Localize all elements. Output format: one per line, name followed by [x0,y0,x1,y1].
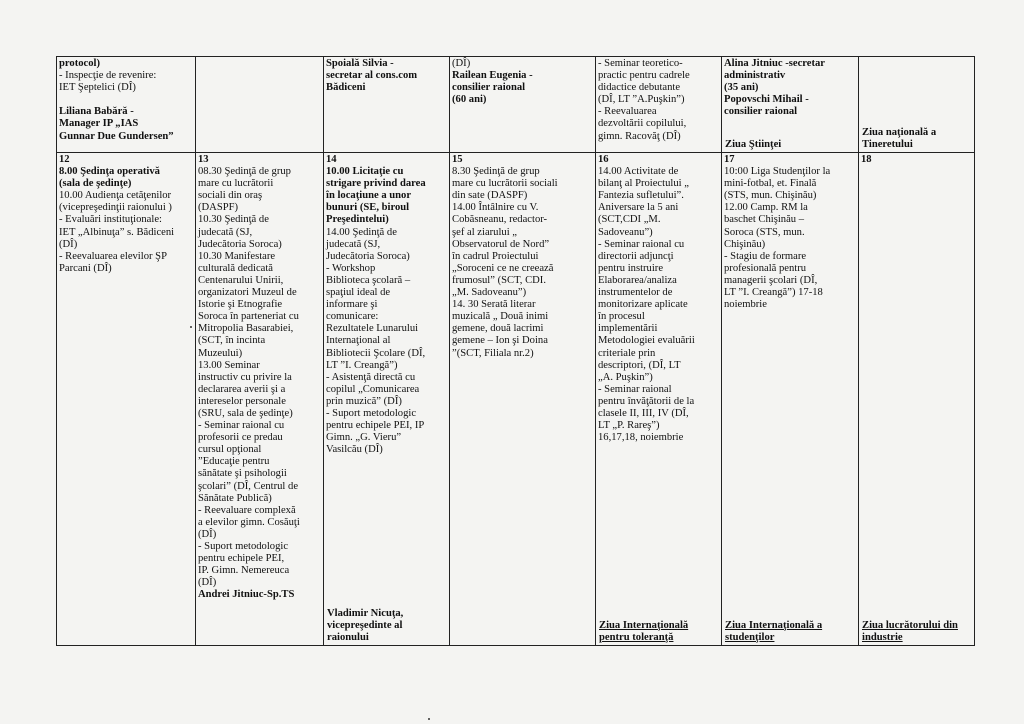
schedule-sheet [56,56,975,646]
cell-text-line: prin muzică” (DÎ) [326,395,402,407]
cell-text-line: Centenarului Unirii, [198,274,284,286]
cell-text-line: profesională pentru [724,262,807,274]
commemoration-label: Ziua Internaţională pentru toleranţă [599,619,689,643]
cell-text-line: Judecătoria Soroca) [198,238,282,250]
cell-text-line: noiembrie [724,299,767,311]
cell-text-line: copilul „Comunicarea [326,383,420,395]
commemoration-label: Ziua naţională a Tineretului [862,126,937,150]
cell-text-line: (DÎ) [59,238,78,250]
cell-text-line: Gimn. „G. Vieru” [326,432,402,444]
cell-text-line: „A. Puşkin”) [598,371,653,383]
cell-text-line: - Evaluări instituţionale: [59,214,162,226]
cell-text-line: Chişinău) [724,238,766,250]
cell-text-line: ”(SCT, Filiala nr.2) [452,347,534,359]
cell-text-line: mare cu lucrătorii [198,178,274,190]
cell-text-line: Aniversare la 5 ani [598,202,679,214]
cell-text-line: muzicală „ Două inimi [452,311,549,323]
cell-text-line: intereselor personale [198,395,286,407]
cell-text-line: - Reevaluarea elevilor ŞP [59,250,167,262]
cell-text-line: protocol) [59,58,100,69]
cell-day-16 [596,153,722,646]
cell-text-line: „M. Sadoveanu”) [452,287,527,299]
cell-text-line: - Stagiu de formare [724,250,807,262]
cell-text-line: IET „Albinuţa” s. Bădiceni [59,226,175,238]
cell-text-line: secretar al cons.com [326,70,418,82]
cell-col-4-top [450,57,596,153]
cell-text-line: - Reevaluarea [598,106,657,118]
cell-text-line: „Soroceni ce ne creează [452,262,554,274]
cell-text-line: baschet Chişinău – [724,214,805,226]
cell-col-1-top [57,57,196,153]
cell-text-line: mini-fotbal, et. Finală [724,178,817,190]
cell-text-line: IET Şeptelici (DÎ) [59,82,136,94]
cell-text-line: pentru învăţătorii de la [598,395,695,407]
cell-text-line: sociali din oraş [198,190,263,202]
cell-col-5-top [596,57,722,153]
cell-text-line: Rezultatele Lunarului [326,323,419,335]
cell-text-line: - Reevaluare complexă [198,504,296,516]
day-number: 14 [326,154,337,165]
cell-text-line: dezvoltării copilului, [598,118,687,130]
responsible-person: Vladimir Nicuţa, vicepreşedinte al raionului [327,607,404,643]
cell-text-line: Istorie şi Etnografie [198,299,283,311]
cell-text-line: bunuri (SE, biroul [326,202,410,214]
scan-speck [190,326,192,328]
cell-text-line: din sate (DASPF) [452,190,528,202]
cell-text-line: - Inspecţie de revenire: [59,70,157,82]
cell-text-line: criteriale prin [598,347,656,359]
day-number: 13 [198,154,209,165]
cell-text-line: organizatori Muzeul de [198,287,297,299]
cell-text-line: 16,17,18, noiembrie [598,432,684,444]
cell-text-line: (SCT,CDI „M. [598,214,661,226]
day-number: 16 [598,154,609,165]
cell-text-line: managerii şcolari (DÎ, [724,274,818,286]
cell-text-line: 14.00 Întâlnire cu V. [452,202,539,214]
cell-col-2-top [196,57,324,153]
cell-text-line: - Seminar raional cu [598,238,685,250]
cell-text-line: Mitropolia Basarabiei, [198,323,294,335]
cell-text-line: (sala de şedinţe) [59,178,132,190]
cell-text-line: comunicare: [326,311,379,323]
cell-text-line: Preşedintelui) [326,214,389,226]
cell-day-13 [196,153,324,646]
cell-text-line: Sănătate Publică) [198,492,272,504]
cell-text-line: cursul opţional [198,444,262,456]
cell-day-14 [324,153,450,646]
cell-text-line: Muzeului) [198,347,243,359]
cell-text-line: Manager IP „IAS [59,118,139,130]
cell-text-line: în procesul [598,311,645,323]
cell-text-line: - Suport metodologic [326,407,417,419]
cell-text-line: Andrei Jitniuc-Sp.TS [198,589,295,601]
cell-text-line: (vicepreşedinţii raionului ) [59,202,172,214]
cell-text-line: (DÎ) [452,58,471,69]
cell-text-line: LT ”I. Creangă”) 17-18 [724,287,823,299]
cell-text-line: Liliana Babără - [59,106,134,118]
cell-col-7-top [859,57,975,153]
cell-text-line: 12.00 Camp. RM la [724,202,808,214]
cell-text-line: sănătate şi psihologii [198,468,287,480]
cell-text-line: consilier raional [724,106,798,118]
commemoration-label: Ziua Internaţională a studenţilor [725,619,823,643]
cell-text-line: pentru echipele PEI, [198,553,285,565]
week-row [57,153,975,646]
cell-text-line: descriptori, (DÎ, LT [598,359,681,371]
cell-text-line: (DÎ, LT ”A.Puşkin”) [598,94,685,106]
cell-text-line: (DÎ) [198,528,217,540]
cell-text-line: Vasilcău (DÎ) [326,444,383,456]
cell-text-line: directorii adjuncţi [598,250,674,262]
cell-text-line: LT ”I. Creangă”) [326,359,398,371]
cell-text-line: informare şi [326,299,378,311]
cell-text-line: 10:00 Liga Studenţilor la [724,166,831,178]
cell-text-line: şcolari” (DÎ, Centrul de [198,480,299,492]
cell-text-line: - Asistenţă directă cu [326,371,416,383]
cell-text-line: (DASPF) [198,202,239,214]
cell-text-line: 10.30 Manifestare [198,250,276,262]
cell-day-12 [57,153,196,646]
cell-text-line: Parcani (DÎ) [59,262,112,274]
cell-text-line: (DÎ) [198,577,217,589]
cell-text-line: Popovschi Mihail - [724,94,809,106]
commemoration-label: Ziua Ştiinţei [725,138,782,150]
weekly-schedule-table [56,56,975,646]
cell-day-15 [450,153,596,646]
cell-text-line: 10.00 Audienţa cetăţenilor [59,190,172,202]
cell-day-18 [859,153,975,646]
cell-text-line: clasele II, III, IV (DÎ, [598,407,689,419]
cell-text-line: (35 ani) [724,82,759,94]
cell-text-line: pentru instruire [598,262,664,274]
cell-text-line: (STS, mun. Chişinău) [724,190,817,202]
cell-text-line: monitorizare aplicate [598,299,688,311]
cell-day-17 [722,153,859,646]
cell-text-line: pentru echipele PEI, IP [326,420,425,432]
cell-text-line: instrumentelor de [598,287,673,299]
cell-text-line: a elevilor gimn. Cosăuţi [198,516,300,528]
cell-text-line: Biblioteca şcolară – [326,274,411,286]
cell-col-3-top [324,57,450,153]
cell-text-line: Internaţional al [326,335,391,347]
cell-text-line: consilier raional [452,82,526,94]
cell-text-line: didactice debutante [598,82,681,94]
cell-text-line: administrativ [724,70,786,82]
cell-text-line: (SCT, în incinta [198,335,266,347]
cell-text-line: şef al ziarului „ [452,226,518,238]
cell-text-line: 8.00 Şedinţa operativă [59,166,160,178]
cell-text-line: instructiv cu privire la [198,371,292,383]
cell-text-line: 10.00 Licitaţie cu [326,166,404,178]
cell-text-line: Sadoveanu”) [598,226,653,238]
cell-text-line: Cobăsneanu, redactor- [452,214,548,226]
cell-text-line: Observatorul de Nord” [452,238,550,250]
cell-text-line: în cadrul Proiectului [452,250,539,262]
scan-speck [428,718,430,720]
day-number: 12 [59,154,70,165]
cell-text-line: Alina Jitniuc -secretar [724,58,826,69]
cell-col-6-top [722,57,859,153]
cell-text-line: spaţiul ideal de [326,287,391,299]
cell-text-line: - Suport metodologic [198,541,289,552]
cell-text-line: Bădiceni [326,82,366,94]
cell-text-line: (SRU, sala de şedinţe) [198,407,293,419]
cell-text-line: frumosul” (SCT, CDI. [452,274,546,286]
cell-text-line: Fantezia sufletului”. [598,190,684,202]
cell-text-line: 14.00 Şedinţă de [326,226,397,238]
cell-text-line [59,94,193,106]
cell-text-line: LT „P. Rareş”) [598,420,660,432]
cell-text-line: - Seminar raional cu [198,420,285,432]
day-number: 18 [861,154,872,165]
cell-text-line: 14.00 Activitate de [598,166,679,178]
cell-text-line: - Seminar raional [598,383,672,395]
cell-text-line: judecată (SJ, [326,238,381,250]
continuation-row [57,57,975,153]
cell-text-line: gemene, două lacrimi [452,323,544,335]
cell-text-line: Soroca în parteneriat cu [198,311,299,323]
commemoration-label: Ziua lucrătorului din industrie [862,619,958,643]
cell-text-line: gemene – Ion şi Doina [452,335,548,347]
cell-text-line: gimn. Racovăţ (DÎ) [598,130,681,142]
cell-text-line: Metodologiei evaluării [598,335,695,347]
day-number: 15 [452,154,463,165]
cell-text-line: implementării [598,323,658,335]
cell-text-line: culturală dedicată [198,262,273,274]
cell-text-line: Railean Eugenia - [452,70,533,82]
cell-text-line: 14. 30 Serată literar [452,299,536,311]
cell-text-line: IP. Gimn. Nemereuca [198,565,290,577]
cell-text-line: Elaborarea/analiza [598,274,677,286]
cell-text-line: mare cu lucrătorii sociali [452,178,558,190]
cell-text-line: Bibliotecii Şcolare (DÎ, [326,347,426,359]
cell-text-line: bilanţ al Proiectului „ [598,178,689,190]
cell-text-line: ”Educaţie pentru [198,456,270,468]
day-number: 17 [724,154,735,165]
cell-text-line: practic pentru cadrele [598,70,690,82]
cell-text-line: Soroca (STS, mun. [724,226,805,238]
cell-text-line: Spoială Silvia - [326,58,394,69]
cell-text-line: strigare privind darea [326,178,426,190]
cell-text-line: 8.30 Şedinţă de grup [452,166,540,178]
cell-text-line: 13.00 Seminar [198,359,260,371]
cell-text-line: - Seminar teoretico- [598,58,683,69]
cell-text-line: - Workshop [326,262,376,274]
cell-text-line: profesorii ce predau [198,432,283,444]
cell-text-line: declararea averii şi a [198,383,286,395]
cell-text-line: 08.30 Şedinţă de grup [198,166,291,178]
cell-text-line: Gunnar Due Gundersen” [59,130,174,142]
cell-text-line: judecată (SJ, [198,226,253,238]
cell-text-line: Judecătoria Soroca) [326,250,410,262]
cell-text-line: 10.30 Şedinţă de [198,214,269,226]
cell-text-line: (60 ani) [452,94,487,106]
cell-text-line: în locaţiune a unor [326,190,412,202]
